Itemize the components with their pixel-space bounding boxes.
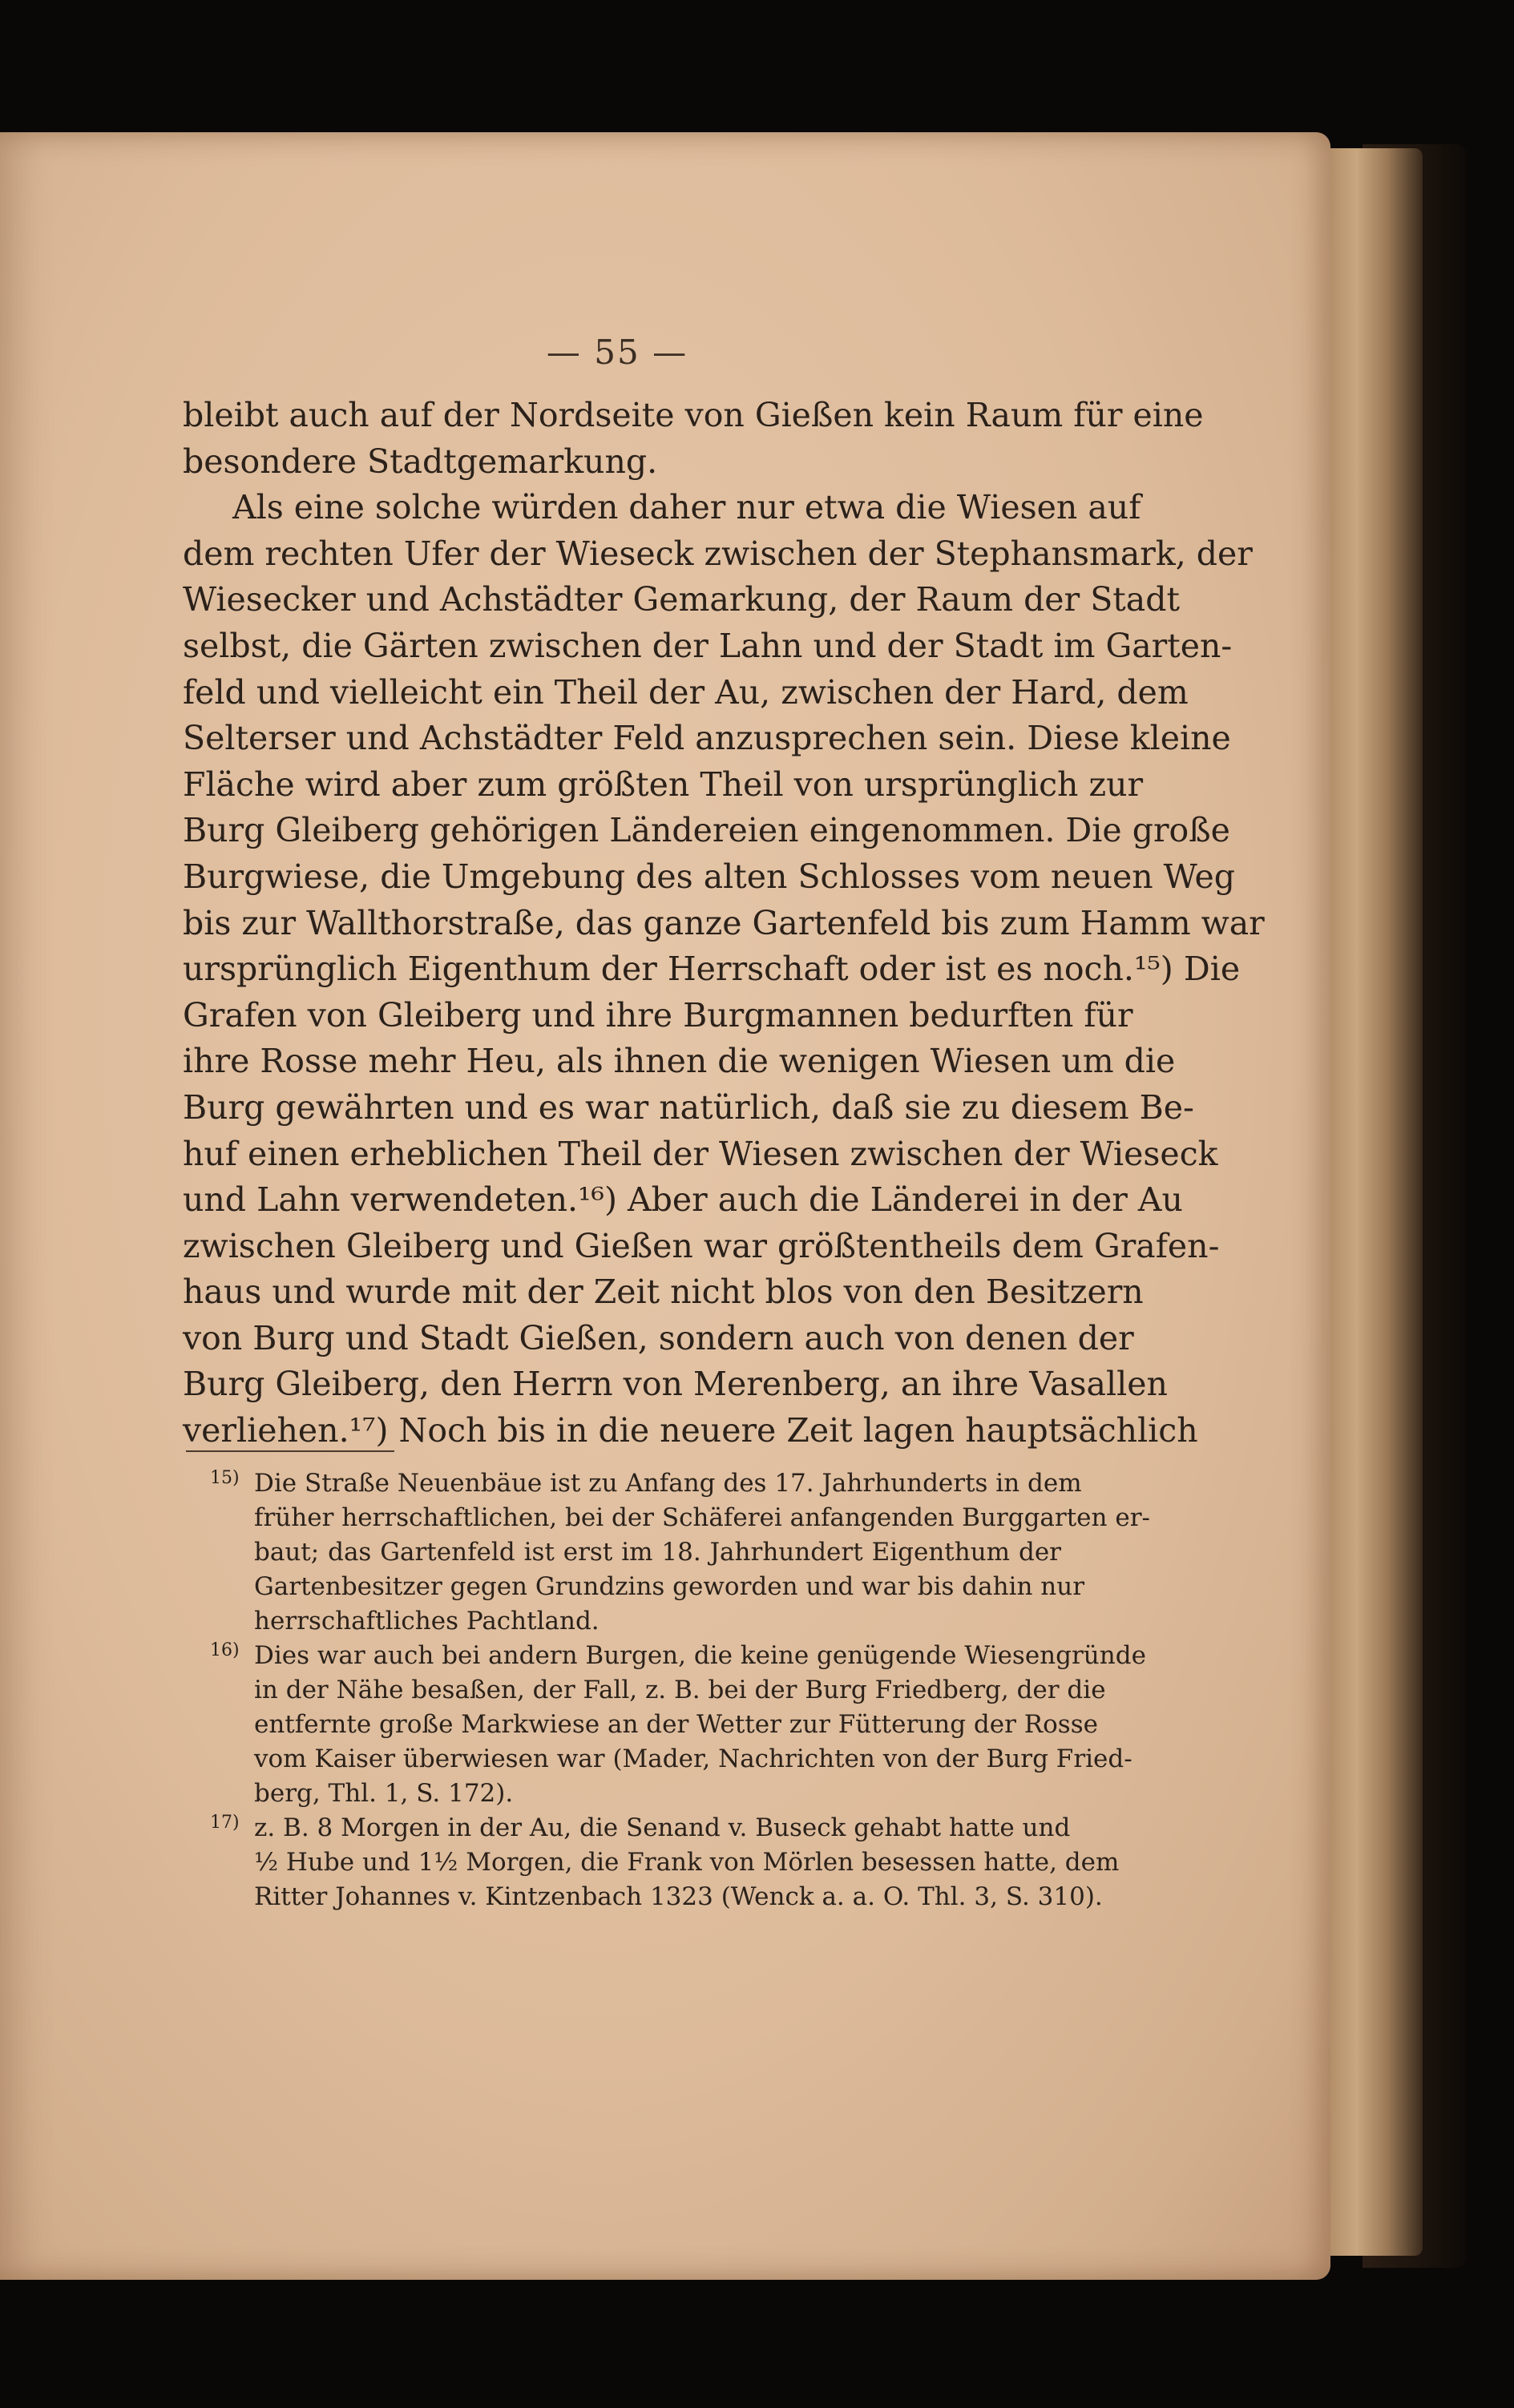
footnote-16 (210, 1639, 1146, 1811)
footnote-line: herrschaftliches Pachtland. (254, 1607, 600, 1636)
footnote-line: in der Nähe besaßen, der Fall, z. B. bei der Burg Friedberg, der die (254, 1676, 1106, 1704)
text-line: bis zur Wallthorstraße, das ganze Gartenfeld bis zum Hamm war (183, 903, 1265, 942)
footnote-line: z. B. 8 Morgen in der Au, die Senand v. Buseck gehabt hatte und (254, 1813, 1071, 1842)
text-line: Burg Gleiberg gehörigen Ländereien eingenommen. Die große (183, 811, 1230, 850)
text-line: Grafen von Gleiberg und ihre Burgmannen bedurften für (183, 995, 1133, 1035)
text-line: Wiesecker und Achstädter Gemarkung, der Raum der Stadt (183, 580, 1180, 619)
footnote-line: früher herrschaftlichen, bei der Schäferei anfangenden Burggarten er- (254, 1503, 1150, 1532)
footnote-line: vom Kaiser überwiesen war (Mader, Nachrichten von der Burg Fried- (254, 1744, 1132, 1773)
text-line: ihre Rosse mehr Heu, als ihnen die wenigen Wiesen um die (183, 1042, 1176, 1081)
footnote-line: Dies war auch bei andern Burgen, die keine genügende Wiesengründe (254, 1641, 1146, 1670)
footnote-separator (186, 1450, 394, 1452)
footnote-mark: 16) (210, 1640, 240, 1660)
footnote-17 (210, 1811, 1120, 1914)
footnote-line: ½ Hube und 1½ Morgen, die Frank von Mörlen besessen hatte, dem (254, 1848, 1120, 1877)
footnote-line: Ritter Johannes v. Kintzenbach 1323 (Wenck a. a. O. Thl. 3, S. 310). (254, 1882, 1103, 1911)
text-line: huf einen erheblichen Theil der Wiesen zwischen der Wieseck (183, 1134, 1218, 1173)
text-line: und Lahn verwendeten.¹⁶) Aber auch die Länderei in der Au (183, 1180, 1183, 1220)
text-line: von Burg und Stadt Gießen, sondern auch von denen der (183, 1318, 1134, 1357)
footnote-mark: 17) (210, 1813, 240, 1833)
body-text (183, 393, 1265, 1454)
footnote-line: Die Straße Neuenbäue ist zu Anfang des 17. Jahrhunderts in dem (254, 1469, 1082, 1498)
text-line: Burgwiese, die Umgebung des alten Schlosses vom neuen Weg (183, 857, 1235, 896)
text-line: verliehen.¹⁷) Noch bis in die neuere Zeit lagen hauptsächlich (183, 1411, 1198, 1450)
footnotes (210, 1466, 1150, 1914)
text-line: selbst, die Gärten zwischen der Lahn und der Stadt im Garten- (183, 626, 1233, 665)
text-line: Burg Gleiberg, den Herrn von Merenberg, an ihre Vasallen (183, 1365, 1168, 1404)
text-line: feld und vielleicht ein Theil der Au, zwischen der Hard, dem (183, 672, 1189, 712)
page-number: — 55 — (546, 333, 688, 372)
text-line: besondere Stadtgemarkung. (183, 442, 658, 481)
footnote-line: entfernte große Markwiese an der Wetter zur Fütterung der Rosse (254, 1710, 1098, 1739)
text-line: dem rechten Ufer der Wieseck zwischen der Stephansmark, der (183, 534, 1253, 573)
text-line: Fläche wird aber zum größten Theil von ursprünglich zur (183, 764, 1144, 804)
footnote-mark: 15) (210, 1468, 240, 1488)
text-line: Selterser und Achstädter Feld anzusprechen sein. Diese kleine (183, 719, 1231, 758)
text-line: bleibt auch auf der Nordseite von Gießen kein Raum für eine (183, 396, 1204, 434)
text-line: ursprünglich Eigenthum der Herrschaft oder ist es noch.¹⁵) Die (183, 950, 1241, 989)
footnote-line: Gartenbesitzer gegen Grundzins geworden und war bis dahin nur (254, 1572, 1085, 1601)
footnote-15 (210, 1466, 1150, 1639)
text-line: Burg gewährten und es war natürlich, daß sie zu diesem Be- (183, 1087, 1194, 1127)
footnote-line: berg, Thl. 1, S. 172). (254, 1779, 514, 1808)
text-line: Als eine solche würden daher nur etwa die Wiesen auf (232, 488, 1141, 527)
text-line: zwischen Gleiberg und Gießen war größtentheils dem Grafen- (183, 1226, 1220, 1265)
footnote-line: baut; das Gartenfeld ist erst im 18. Jahrhundert Eigenthum der (254, 1538, 1061, 1567)
text-line: haus und wurde mit der Zeit nicht blos von den Besitzern (183, 1273, 1144, 1312)
